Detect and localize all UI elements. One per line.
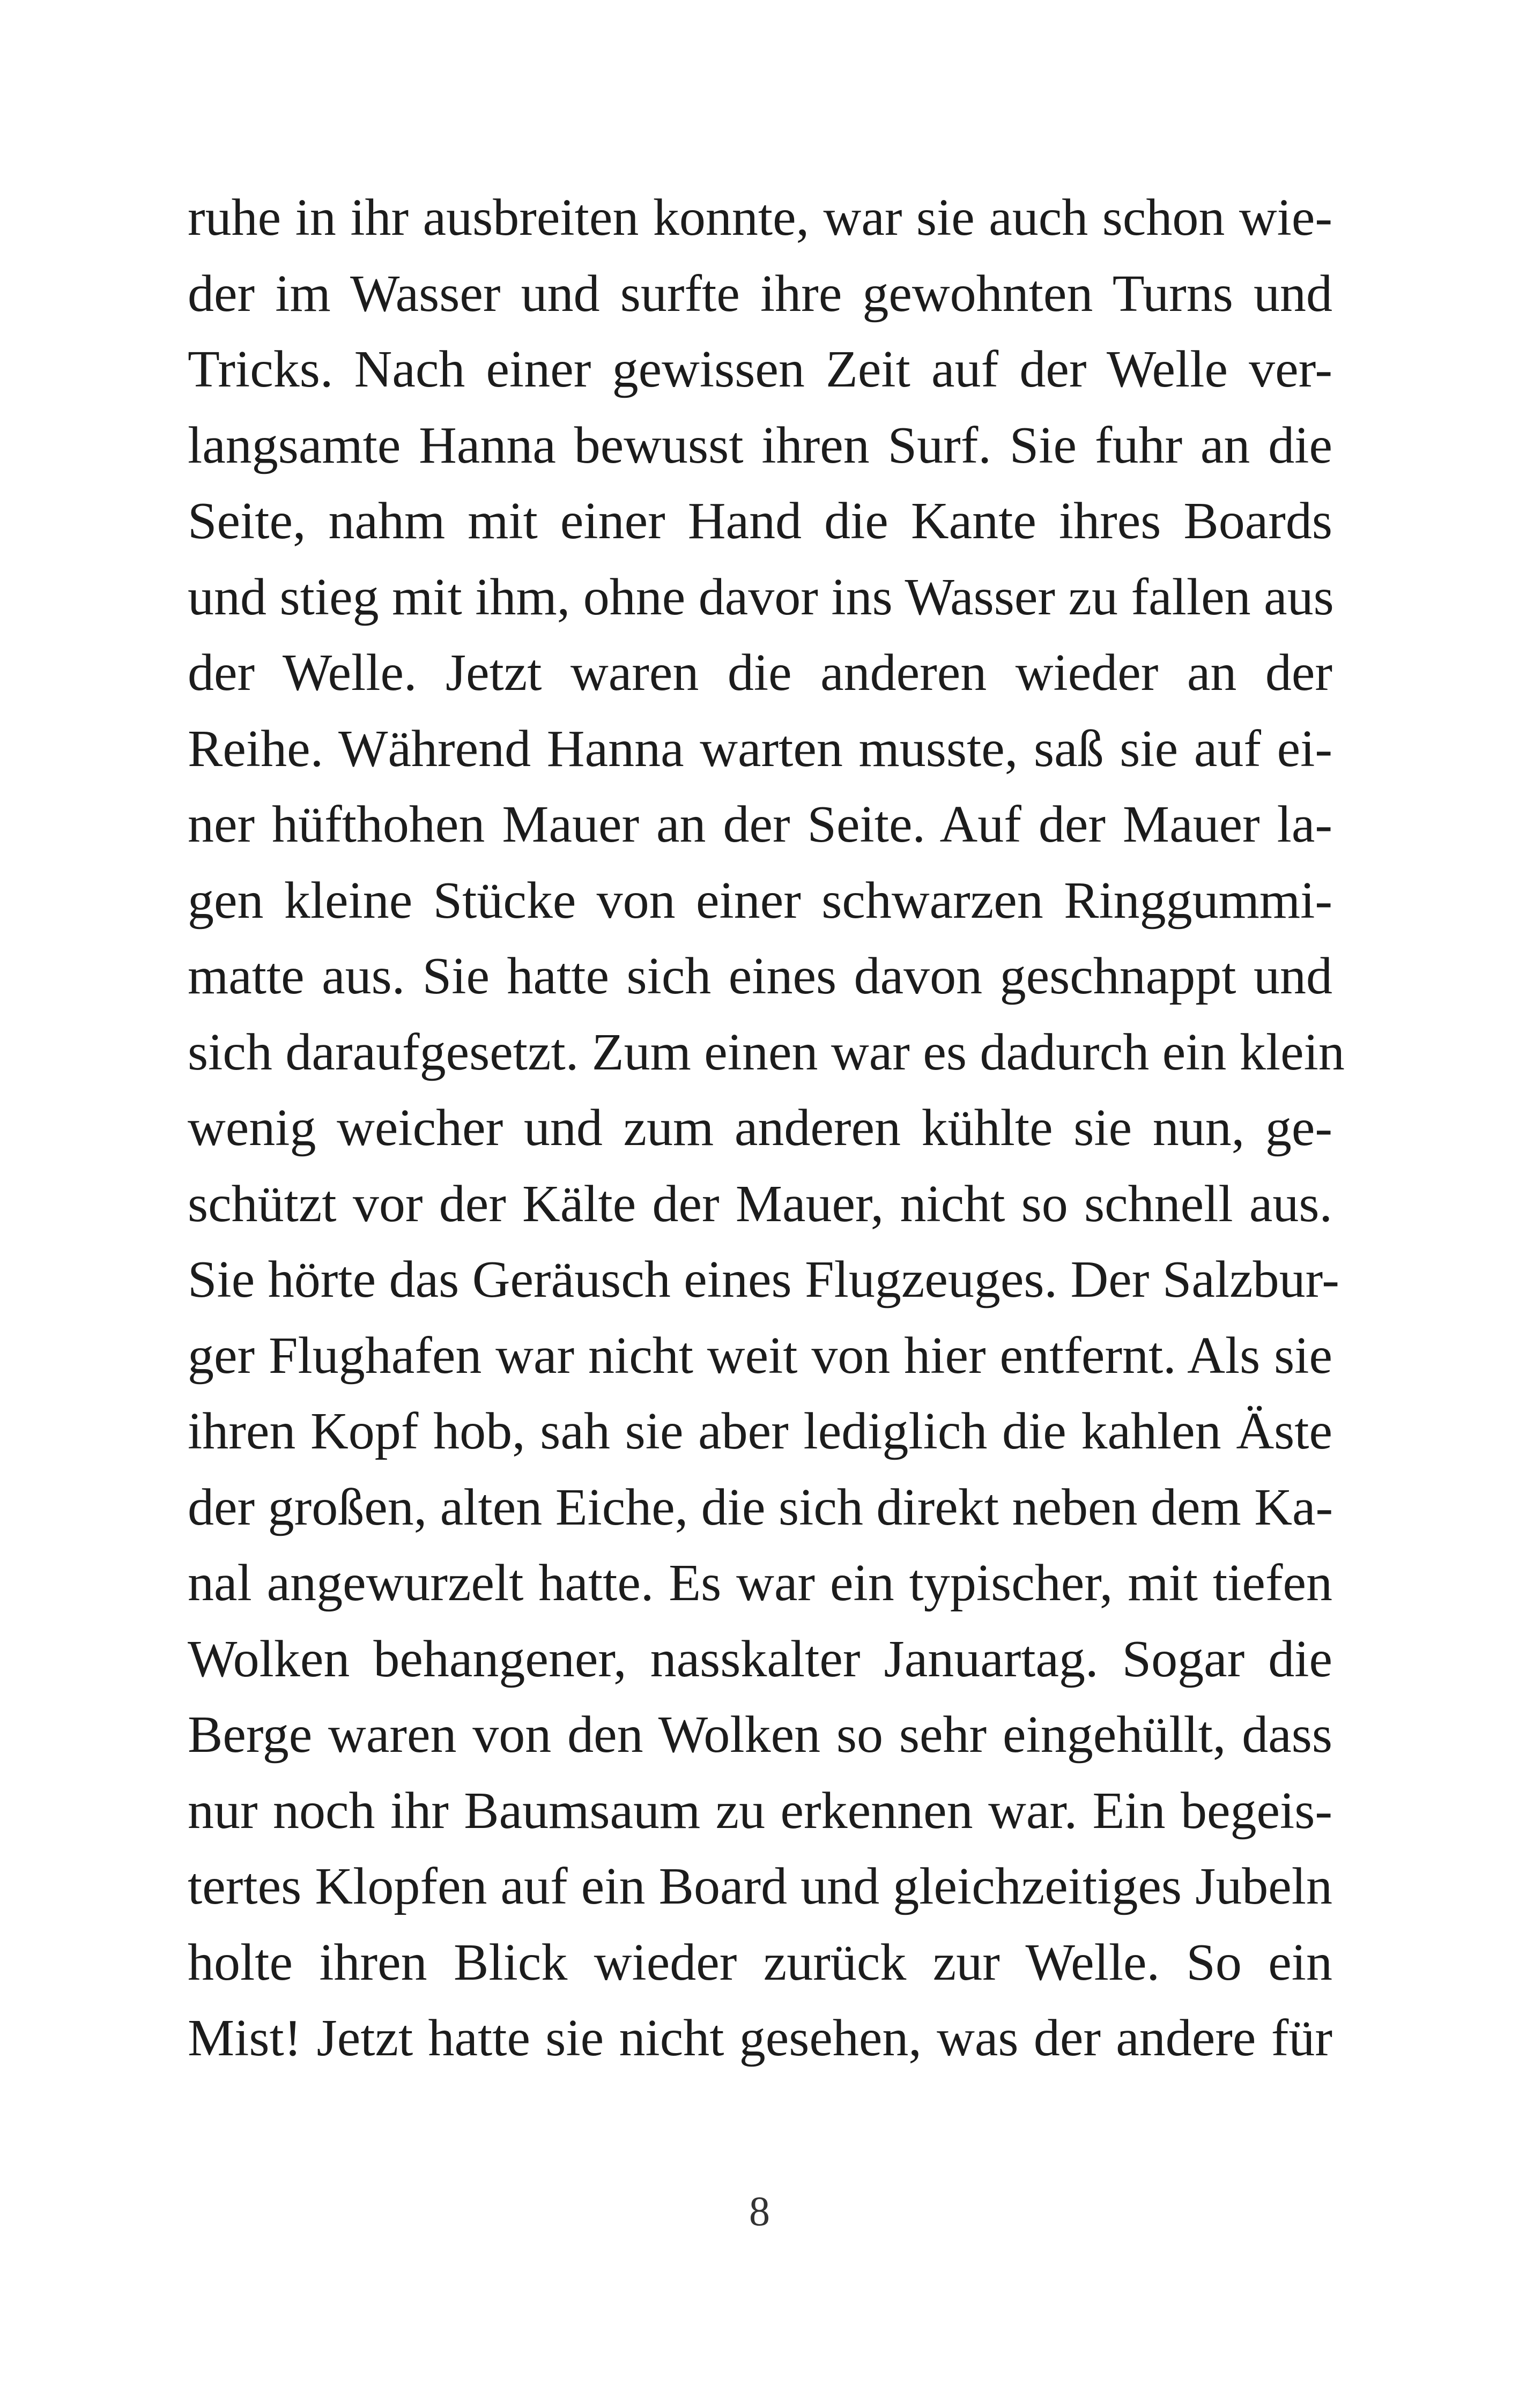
text-line-17: ihren Kopf hob, sah sie aber lediglich die kahlen Äste [188,1402,1332,1460]
text-line-7: der Welle. Jetzt waren die anderen wieder an der [188,644,1332,702]
body-text [188,180,1345,2077]
text-line-10: gen kleine Stücke von einer schwarzen Ringgummi- [188,871,1332,930]
text-line-1: ruhe in ihr ausbreiten konnte, war sie auch schon wie- [188,189,1332,247]
text-line-19: nal angewurzelt hatte. Es war ein typischer, mit tiefen [188,1554,1332,1612]
text-line-12: sich daraufgesetzt. Zum einen war es dadurch ein klein [188,1023,1345,1081]
text-line-20: Wolken behangener, nasskalter Januartag. Sogar die [188,1630,1332,1688]
text-line-22: nur noch ihr Baumsaum zu erkennen war. Ein begeis- [188,1781,1332,1840]
text-line-24: holte ihren Blick wieder zurück zur Welle. So ein [188,1933,1332,1991]
text-line-6: und stieg mit ihm, ohne davor ins Wasser zu fallen aus [188,568,1334,626]
text-line-13: wenig weicher und zum anderen kühlte sie nun, ge- [188,1099,1332,1157]
text-line-18: der großen, alten Eiche, die sich direkt neben dem Ka- [188,1478,1333,1536]
text-line-8: Reihe. Während Hanna warten musste, saß sie auf ei- [188,719,1332,778]
text-line-11: matte aus. Sie hatte sich eines davon geschnappt und [188,947,1332,1005]
text-line-14: schützt vor der Kälte der Mauer, nicht so schnell aus. [188,1175,1332,1233]
text-line-2: der im Wasser und surfte ihre gewohnten Turns und [188,264,1332,323]
text-line-3: Tricks. Nach einer gewissen Zeit auf der Welle ver- [188,340,1332,398]
page-number: 8 [749,2188,770,2234]
text-line-5: Seite, nahm mit einer Hand die Kante ihres Boards [188,492,1332,550]
text-line-9: ner hüfthohen Mauer an der Seite. Auf der Mauer la- [188,796,1332,853]
text-line-25: Mist! Jetzt hatte sie nicht gesehen, was der andere für [188,2009,1332,2067]
text-line-16: ger Flughafen war nicht weit von hier entfernt. Als sie [188,1326,1332,1385]
text-line-21: Berge waren von den Wolken so sehr eingehüllt, dass [188,1706,1332,1764]
text-line-4: langsamte Hanna bewusst ihren Surf. Sie fuhr an die [188,416,1332,474]
text-line-23: tertes Klopfen auf ein Board und gleichzeitiges Jubeln [188,1857,1332,1915]
text-line-15: Sie hörte das Geräusch eines Flugzeuges. Der Salzbur- [188,1251,1339,1309]
